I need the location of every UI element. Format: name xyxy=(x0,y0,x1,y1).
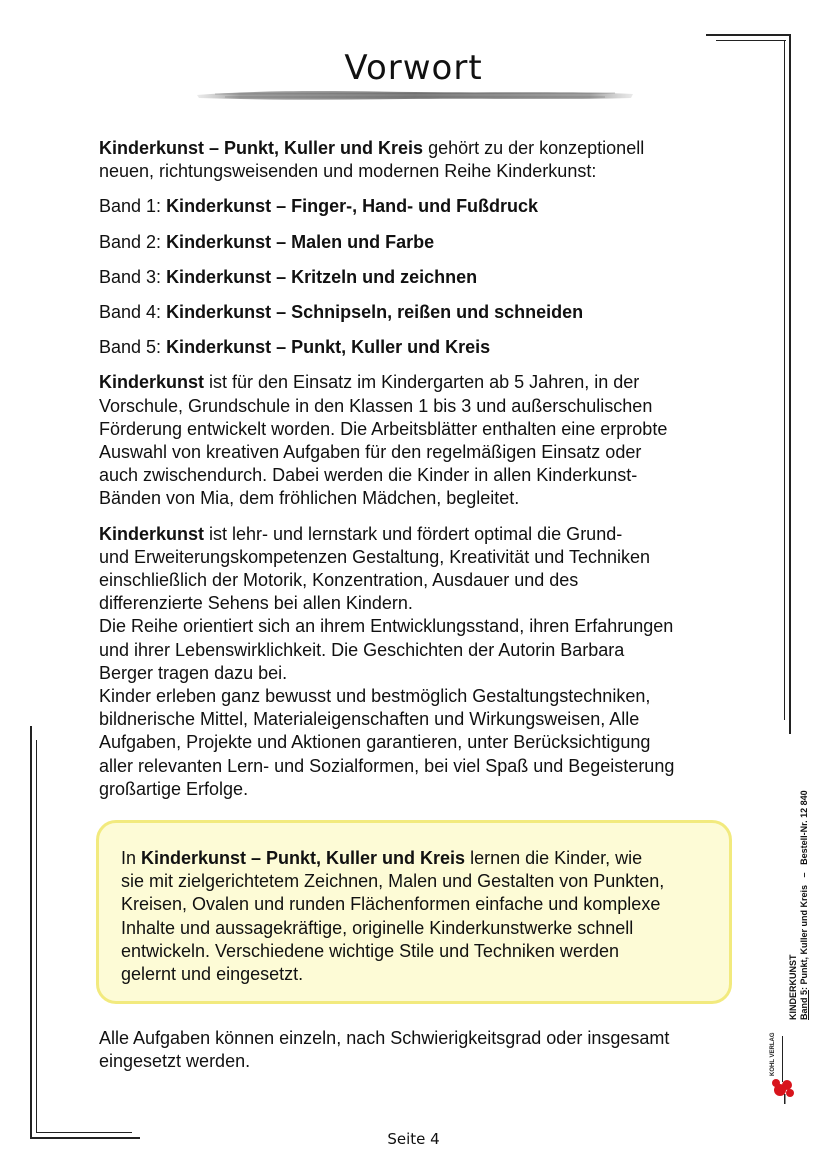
band-title-side: : Punkt, Kuller und Kreis xyxy=(799,884,809,990)
band-item-5 xyxy=(99,336,731,359)
intro-text: gehört zu der konzeptionell xyxy=(423,138,645,158)
para2-line: und ihrer Lebenswirklichkeit. Die Geschichten der Autorin Barbara xyxy=(99,639,625,660)
band-item-1 xyxy=(99,195,731,218)
series-name: KINDERKUNST xyxy=(788,954,798,1020)
band-title: Kinderkunst – Malen und Farbe xyxy=(166,231,435,252)
para1-line: Förderung entwickelt worden. Die Arbeitsblätter enthalten eine erprobte xyxy=(99,418,668,439)
page-title: Vorwort xyxy=(344,48,483,88)
infobox-line: Kreisen, Ovalen und runden Flächenformen einfache und komplexe xyxy=(121,894,661,915)
infobox-line: lernen die Kinder, wie xyxy=(465,848,643,868)
para1-bold: Kinderkunst xyxy=(99,372,205,393)
para2-line: bildnerische Mittel, Materialeigenschaften und Wirkungsweisen, Alle xyxy=(99,709,640,730)
closing-line: eingesetzt werden. xyxy=(99,1051,251,1072)
para1-line: Bänden von Mia, dem fröhlichen Mädchen, begleitet. xyxy=(99,488,520,509)
para2-line: aller relevanten Lern- und Sozialformen, bei viel Spaß und Begeisterung xyxy=(99,755,675,776)
page-number: Seite 4 xyxy=(387,1130,440,1148)
order-number: Bestell-Nr. 12 840 xyxy=(799,790,809,865)
band-prefix: Band 1: xyxy=(99,196,167,217)
intro-paragraph xyxy=(99,137,731,183)
para2-line: ist lehr- und lernstark und fördert optimal die Grund- xyxy=(204,523,623,544)
para2-line: Die Reihe orientiert sich an ihrem Entwicklungsstand, ihren Erfahrungen xyxy=(99,616,674,637)
frame-right-line-inner xyxy=(784,40,785,720)
band-title: Kinderkunst – Punkt, Kuller und Kreis xyxy=(166,337,491,358)
paragraph-usage xyxy=(99,371,731,510)
frame-top-line xyxy=(706,34,790,36)
para2-line: Aufgaben, Projekte und Aktionen garantieren, unter Berücksichtigung xyxy=(99,732,651,753)
para2-line: und Erweiterungskompetenzen Gestaltung, Kreativität und Techniken xyxy=(99,546,651,567)
para1-line: Vorschule, Grundschule in den Klassen 1 bis 3 und außerschulischen xyxy=(99,395,653,416)
para1-line: Auswahl von kreativen Aufgaben für den regelmäßigen Einsatz oder xyxy=(99,442,642,463)
closing-line: Alle Aufgaben können einzeln, nach Schwierigkeitsgrad oder insgesamt xyxy=(99,1028,670,1048)
frame-left-line-inner xyxy=(36,740,37,1132)
band-title: Kinderkunst – Kritzeln und zeichnen xyxy=(166,266,478,287)
separator: – xyxy=(799,872,809,878)
infobox-line: Inhalte und aussagekräftige, originelle Kinderkunstwerke schnell xyxy=(121,917,634,938)
para2-line: großartige Erfolge. xyxy=(99,778,249,799)
infobox-line: sie mit zielgerichtetem Zeichnen, Malen und Gestalten von Punkten, xyxy=(121,871,665,892)
band-title: Kinderkunst – Schnipseln, reißen und schneiden xyxy=(166,302,584,323)
infobox-line: gelernt und eingesetzt. xyxy=(121,964,304,985)
frame-right-line xyxy=(789,34,791,734)
band-item-3 xyxy=(99,266,731,289)
publisher-logo xyxy=(768,1032,802,1106)
band-prefix: Band 2: xyxy=(99,231,167,252)
band-prefix: Band 3: xyxy=(99,266,167,287)
brush-stroke-divider xyxy=(195,86,635,104)
band-prefix: Band 5: xyxy=(99,337,167,358)
para2-line: differenzierte Sehens bei allen Kindern. xyxy=(99,593,413,614)
main-content xyxy=(99,137,731,813)
paragraph-competences xyxy=(99,523,731,801)
para2-line: Berger tragen dazu bei. xyxy=(99,662,288,683)
band-order-info xyxy=(799,760,810,1020)
band-item-4 xyxy=(99,301,731,324)
intro-bold: Kinderkunst – Punkt, Kuller und Kreis xyxy=(99,138,424,158)
para2-line: Kinder erleben ganz bewusst und bestmöglich Gestaltungstechniken, xyxy=(99,686,651,707)
sidebar-publication-info xyxy=(788,760,810,1020)
frame-top-line-inner xyxy=(716,40,786,41)
para1-line: auch zwischendurch. Dabei werden die Kinder in allen Kinderkunst- xyxy=(99,465,638,486)
band-prefix: Band 4: xyxy=(99,302,167,323)
infobox-bold: Kinderkunst – Punkt, Kuller und Kreis xyxy=(141,848,466,868)
infobox-line: entwickeln. Verschiedene wichtige Stile und Techniken werden xyxy=(121,940,619,961)
para1-line: ist für den Einsatz im Kindergarten ab 5 Jahren, in der xyxy=(204,372,640,393)
band-title: Kinderkunst – Finger-, Hand- und Fußdruck xyxy=(166,196,539,217)
intro-text-line2: neuen, richtungsweisenden und modernen Reihe Kinderkunst: xyxy=(99,161,597,182)
band-item-2 xyxy=(99,231,731,254)
highlight-box xyxy=(96,820,732,1004)
frame-left-line xyxy=(30,726,32,1138)
infobox-prefix: In xyxy=(121,848,142,868)
closing-paragraph xyxy=(99,1027,731,1073)
band-label: Band 5 xyxy=(799,989,809,1020)
para2-bold: Kinderkunst xyxy=(99,523,205,544)
para2-line: einschließlich der Motorik, Konzentration, Ausdauer und des xyxy=(99,570,579,591)
publisher-name: KOHL VERLAG xyxy=(770,1032,776,1076)
